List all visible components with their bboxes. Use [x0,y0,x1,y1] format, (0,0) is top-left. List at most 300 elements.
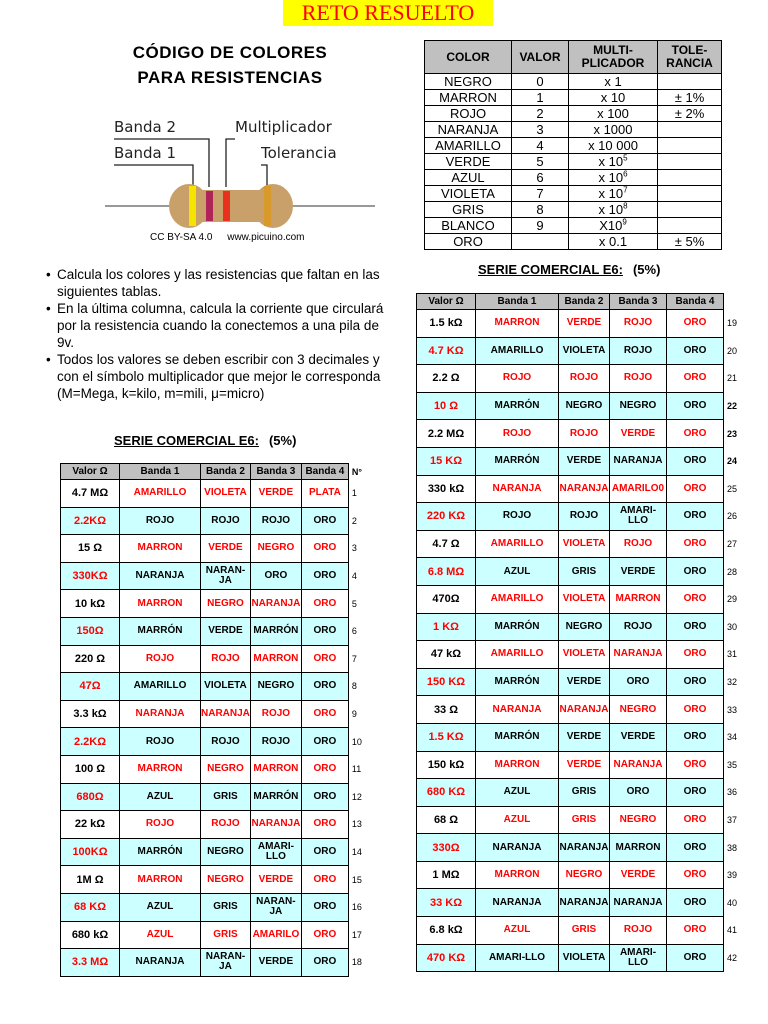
instruction-item: • Todos los valores se deben escribir con 3 decimales y con el símbolo multiplicador que mejor le corresponda (M=Mega, k=kilo, m=mili, μ=micro) [44,351,384,402]
band-1-color: AMARILLO [476,530,559,558]
multiplier-base: x 10 [598,186,624,201]
band-3-color: ORO [250,562,301,590]
resistor-row [417,889,743,917]
band-2-color: NARANJA [559,889,610,917]
band-4-color: ORO [301,700,348,728]
row-number: 32 [724,668,743,696]
band-2-color: VIOLETA [559,585,610,613]
band-3-color: NARANJA [250,590,301,618]
row-number: 11 [348,755,367,783]
resistance-value: 1.5 KΩ [417,723,476,751]
resistance-value: 1.5 kΩ [417,310,476,338]
band-1-color: MARRÓN [476,723,559,751]
color-row [425,186,722,202]
header-valor: Valor Ω [417,294,476,310]
band-3-color: MARRON [250,755,301,783]
band-4-color: ORO [667,558,724,586]
band-3-color: NEGRO [610,696,667,724]
multiplier-base: x 10 [600,90,626,105]
resistor-body [169,184,293,228]
band-3-color: MARRON [250,645,301,673]
band-3-color: ROJO [250,728,301,756]
band-1-color: AMARI-LLO [476,944,559,972]
resistor-row [61,811,368,839]
band-1-color: ROJO [476,420,559,448]
row-number: 28 [724,558,743,586]
color-value: 1 [512,90,569,106]
resistor-row [61,562,368,590]
band-2-color: VIOLETA [201,480,251,508]
resistor-row [417,447,743,475]
band-4-color: ORO [301,783,348,811]
band-3-color: ROJO [250,507,301,535]
band-3-color: ROJO [610,613,667,641]
band-4-color: ORO [301,811,348,839]
multiplier-exponent: 8 [623,201,628,211]
resistor-row [61,507,368,535]
band-2-color: VERDE [559,723,610,751]
color-value: 2 [512,106,569,122]
resistance-value: 330KΩ [61,562,120,590]
resistance-value: 2.2 Ω [417,365,476,393]
band-4-color: ORO [667,917,724,945]
band-4-color: ORO [667,310,724,338]
multiplier [569,74,658,90]
multiplier-base: X10 [599,218,623,233]
band-2-color: NARAN-JA [201,562,251,590]
band-1-color: MARRON [120,535,201,563]
band-1-color: ROJO [120,507,201,535]
band-2-color: NEGRO [201,755,251,783]
band-4-color: PLATA [301,480,348,508]
row-number: 6 [348,617,367,645]
header-banda-2: Banda 2 [559,294,610,310]
band-4-color: ORO [301,535,348,563]
band-1-color: AZUL [476,806,559,834]
band-4-color: ORO [301,673,348,701]
band-2-color: NARANJA [559,475,610,503]
color-row [425,106,722,122]
resistor-row [61,700,368,728]
band-2-color: VERDE [559,310,610,338]
resistance-value: 47Ω [61,673,120,701]
resistance-value: 10 kΩ [61,590,120,618]
band-1-color: NARANJA [120,949,201,977]
resistance-value: 470 KΩ [417,944,476,972]
resistor-row [417,475,743,503]
tolerance: ± 2% [658,106,722,122]
band-4-color: ORO [301,645,348,673]
band-1-color: NARANJA [120,700,201,728]
band-4-color: ORO [667,503,724,531]
row-number: 14 [348,838,367,866]
color-value: 6 [512,170,569,186]
band-4-color: ORO [301,949,348,977]
band-4-color: ORO [667,944,724,972]
header-tolerancia: TOLE-RANCIA [658,41,722,74]
band-2-color: ROJO [559,420,610,448]
color-row [425,234,722,250]
row-number: 10 [348,728,367,756]
band-2-color: NARANJA [559,834,610,862]
band-1-color: AZUL [476,779,559,807]
resistance-value: 6.8 MΩ [417,558,476,586]
row-number: 29 [724,585,743,613]
band-2-color: VIOLETA [559,337,610,365]
band-1-color: ROJO [120,728,201,756]
band-4-color: ORO [301,562,348,590]
resistor-band-1 [189,186,196,226]
image-credit [150,232,317,243]
resistance-value: 6.8 kΩ [417,917,476,945]
resistance-value: 1 KΩ [417,613,476,641]
resistor-row [61,480,368,508]
band-4-color: ORO [667,779,724,807]
row-number: 8 [348,673,367,701]
band-3-color: VERDE [610,723,667,751]
band-4-color: ORO [667,751,724,779]
document-title [100,40,360,90]
band-3-color: ROJO [610,365,667,393]
resistor-row [417,723,743,751]
resistance-value: 100 Ω [61,755,120,783]
band-2-color: ROJO [559,503,610,531]
tolerance [658,170,722,186]
band-2-color: VIOLETA [559,530,610,558]
resistor-row [417,558,743,586]
section-tolerance: (5%) [632,262,661,277]
band-3-color: NEGRO [250,535,301,563]
color-row [425,218,722,234]
resistance-value: 470Ω [417,585,476,613]
tolerance: ± 5% [658,234,722,250]
tolerance [658,218,722,234]
color-name: AMARILLO [425,138,512,154]
band-3-color: VERDE [250,480,301,508]
color-row [425,90,722,106]
band-3-color: ROJO [610,530,667,558]
instruction-item: • En la última columna, calcula la corriente que circulará por la resistencia cuando la conectemos a una pila de 9v. [44,300,384,351]
color-value: 0 [512,74,569,90]
band-2-color: VERDE [201,535,251,563]
resistor-row [61,535,368,563]
instruction-item: • Calcula los colores y las resistencias que faltan en las siguientes tablas. [44,266,384,300]
resistance-value: 10 Ω [417,392,476,420]
row-number: 25 [724,475,743,503]
resistance-value: 4.7 KΩ [417,337,476,365]
row-number: 12 [348,783,367,811]
band-4-color: ORO [667,641,724,669]
band-4-color: ORO [667,392,724,420]
color-name: BLANCO [425,218,512,234]
resistor-band-2 [206,191,213,221]
resistance-value: 150 KΩ [417,668,476,696]
band-2-color: VERDE [559,751,610,779]
header-color: COLOR [425,41,512,74]
resistance-value: 330Ω [417,834,476,862]
band-2-color: ROJO [201,811,251,839]
band-1-color: MARRON [476,751,559,779]
row-number: 19 [724,310,743,338]
row-number: 20 [724,337,743,365]
tolerance [658,186,722,202]
resistance-value: 33 Ω [417,696,476,724]
multiplier-base: x 0.1 [598,234,628,249]
resistor-row [417,834,743,862]
row-number: 37 [724,806,743,834]
header-banda-3: Banda 3 [250,464,301,480]
resistance-value: 33 KΩ [417,889,476,917]
band-1-color: ROJO [120,645,201,673]
header-numero-blank [724,294,743,310]
resistance-value: 1M Ω [61,866,120,894]
band-3-color: NARANJA [610,751,667,779]
band-3-color: VERDE [250,949,301,977]
band-4-color: ORO [667,613,724,641]
band-1-color: AZUL [120,783,201,811]
color-name: NEGRO [425,74,512,90]
band-2-color: NEGRO [201,590,251,618]
resistor-row [417,420,743,448]
color-value: 8 [512,202,569,218]
band-1-color: AZUL [120,921,201,949]
color-value: 5 [512,154,569,170]
band-3-color: AMARILO [250,921,301,949]
header-banda-1: Banda 1 [476,294,559,310]
header-multiplicador: MULTI-PLICADOR [569,41,658,74]
band-1-color: AZUL [120,893,201,921]
band-3-color: NARANJA [610,641,667,669]
band-2-color: GRIS [559,806,610,834]
multiplier-base: x 100 [597,106,629,121]
band-1-color: MARRON [476,861,559,889]
resistor-row [61,866,368,894]
multiplier [569,218,658,234]
band-4-color: ORO [667,834,724,862]
multiplier-base: x 10 000 [588,138,638,153]
multiplier-exponent: 9 [622,217,627,227]
resistor-row [61,949,368,977]
multiplier [569,186,658,202]
section-title-text: SERIE COMERCIAL E6: [478,262,623,277]
band-3-color: ORO [610,779,667,807]
resistance-value: 15 Ω [61,535,120,563]
row-number: 40 [724,889,743,917]
band-4-color: ORO [667,861,724,889]
resistance-value: 680Ω [61,783,120,811]
resistance-value: 4.7 Ω [417,530,476,558]
row-number: 22 [724,392,743,420]
row-number: 35 [724,751,743,779]
color-row [425,122,722,138]
resistor-row [417,668,743,696]
multiplier-exponent: 6 [623,169,628,179]
resistance-value: 1 MΩ [417,861,476,889]
band-2-color: GRIS [559,779,610,807]
row-number: 42 [724,944,743,972]
section-title-left [114,433,296,448]
band-3-color: VERDE [610,861,667,889]
row-number: 16 [348,893,367,921]
band-2-color: NARAN-JA [201,949,251,977]
resistor-row [61,921,368,949]
multiplier [569,138,658,154]
band-3-color: NARAN-JA [250,893,301,921]
band-1-color: AZUL [476,558,559,586]
band-1-color: MARRÓN [120,617,201,645]
band-4-color: ORO [667,420,724,448]
resistor-row [417,585,743,613]
multiplier [569,122,658,138]
band-1-color: NARANJA [120,562,201,590]
header-banda-3: Banda 3 [610,294,667,310]
resistance-value: 220 Ω [61,645,120,673]
page-banner: RETO RESUELTO [283,0,493,26]
band-3-color: AMARI-LLO [250,838,301,866]
license-text: CC BY-SA 4.0 [150,232,213,243]
row-number: 13 [348,811,367,839]
row-number: 27 [724,530,743,558]
band-2-color: VERDE [201,617,251,645]
band-1-color: AMARILLO [476,585,559,613]
band-2-color: VIOLETA [201,673,251,701]
row-number: 5 [348,590,367,618]
band-2-color: VIOLETA [559,944,610,972]
resistance-value: 2.2KΩ [61,728,120,756]
color-name: GRIS [425,202,512,218]
row-number: 15 [348,866,367,894]
band-2-color: NEGRO [559,861,610,889]
resistance-value: 2.2KΩ [61,507,120,535]
band-3-color: MARRON [610,585,667,613]
header-banda-4: Banda 4 [667,294,724,310]
header-valor: VALOR [512,41,569,74]
color-row [425,74,722,90]
band-1-color: ROJO [120,811,201,839]
resistance-value: 150 kΩ [417,751,476,779]
band-4-color: ORO [301,507,348,535]
resistor-row [417,779,743,807]
resistor-row [417,861,743,889]
band-1-color: AMARILLO [476,337,559,365]
row-number: 30 [724,613,743,641]
row-number: 17 [348,921,367,949]
multiplier [569,234,658,250]
resistance-value: 330 kΩ [417,475,476,503]
band-2-color: NARANJA [559,696,610,724]
band-4-color: ORO [667,585,724,613]
header-valor: Valor Ω [61,464,120,480]
band-1-color: MARRÓN [476,613,559,641]
header-numero: N° [348,464,367,480]
title-line-1: CÓDIGO DE COLORES [132,43,328,62]
resistor-row [61,673,368,701]
resistor-row [61,783,368,811]
band-1-color: MARRÓN [476,392,559,420]
band-3-color: ROJO [250,700,301,728]
band-2-color: GRIS [559,558,610,586]
color-value: 3 [512,122,569,138]
row-number: 21 [724,365,743,393]
color-name: NARANJA [425,122,512,138]
tolerance [658,202,722,218]
band-3-color: VERDE [610,420,667,448]
band-3-color: NARANJA [610,447,667,475]
multiplier-base: x 1000 [593,122,633,137]
tolerance [658,154,722,170]
resistor-row [61,617,368,645]
band-3-color: NEGRO [610,806,667,834]
band-2-color: NEGRO [559,613,610,641]
band-2-color: NEGRO [201,866,251,894]
resistance-value: 150Ω [61,617,120,645]
resistor-row [61,728,368,756]
credit-url: www.picuino.com [227,232,305,243]
serie-table-right [416,293,742,972]
band-1-color: NARANJA [476,889,559,917]
band-1-color: MARRON [476,310,559,338]
row-number: 4 [348,562,367,590]
resistance-value: 220 KΩ [417,503,476,531]
band-1-color: AZUL [476,917,559,945]
band-2-color: ROJO [201,507,251,535]
color-row [425,138,722,154]
resistor-row [417,337,743,365]
band-1-color: MARRON [120,590,201,618]
row-number: 23 [724,420,743,448]
color-value: 9 [512,218,569,234]
band-2-color: VERDE [559,447,610,475]
resistor-row [417,613,743,641]
serie-table-left [60,463,367,977]
resistor-diagram [105,112,375,252]
color-value: 7 [512,186,569,202]
band-1-color: AMARILLO [476,641,559,669]
color-name: ORO [425,234,512,250]
row-number: 33 [724,696,743,724]
band-1-color: AMARILLO [120,480,201,508]
color-row [425,154,722,170]
resistance-value: 100KΩ [61,838,120,866]
band-3-color: AMARILO0 [610,475,667,503]
row-number: 3 [348,535,367,563]
band-4-color: ORO [667,365,724,393]
band-3-color: NARANJA [610,889,667,917]
row-number: 34 [724,723,743,751]
color-name: VERDE [425,154,512,170]
band-4-color: ORO [301,590,348,618]
row-number: 18 [348,949,367,977]
section-tolerance: (5%) [268,433,297,448]
resistor-row [417,392,743,420]
multiplier-base: x 10 [598,202,624,217]
resistor-row [61,838,368,866]
title-line-2: PARA RESISTENCIAS [137,68,323,87]
row-number: 31 [724,641,743,669]
multiplier-base: x 10 [598,154,624,169]
band-3-color: NARANJA [250,811,301,839]
band-1-color: MARRÓN [476,668,559,696]
resistance-value: 4.7 MΩ [61,480,120,508]
band-3-color: MARRON [610,834,667,862]
resistance-value: 3.3 kΩ [61,700,120,728]
color-name: MARRON [425,90,512,106]
color-row [425,202,722,218]
resistor-row [417,365,743,393]
band-4-color: ORO [667,530,724,558]
resistor-row [61,893,368,921]
resistor-row [417,530,743,558]
